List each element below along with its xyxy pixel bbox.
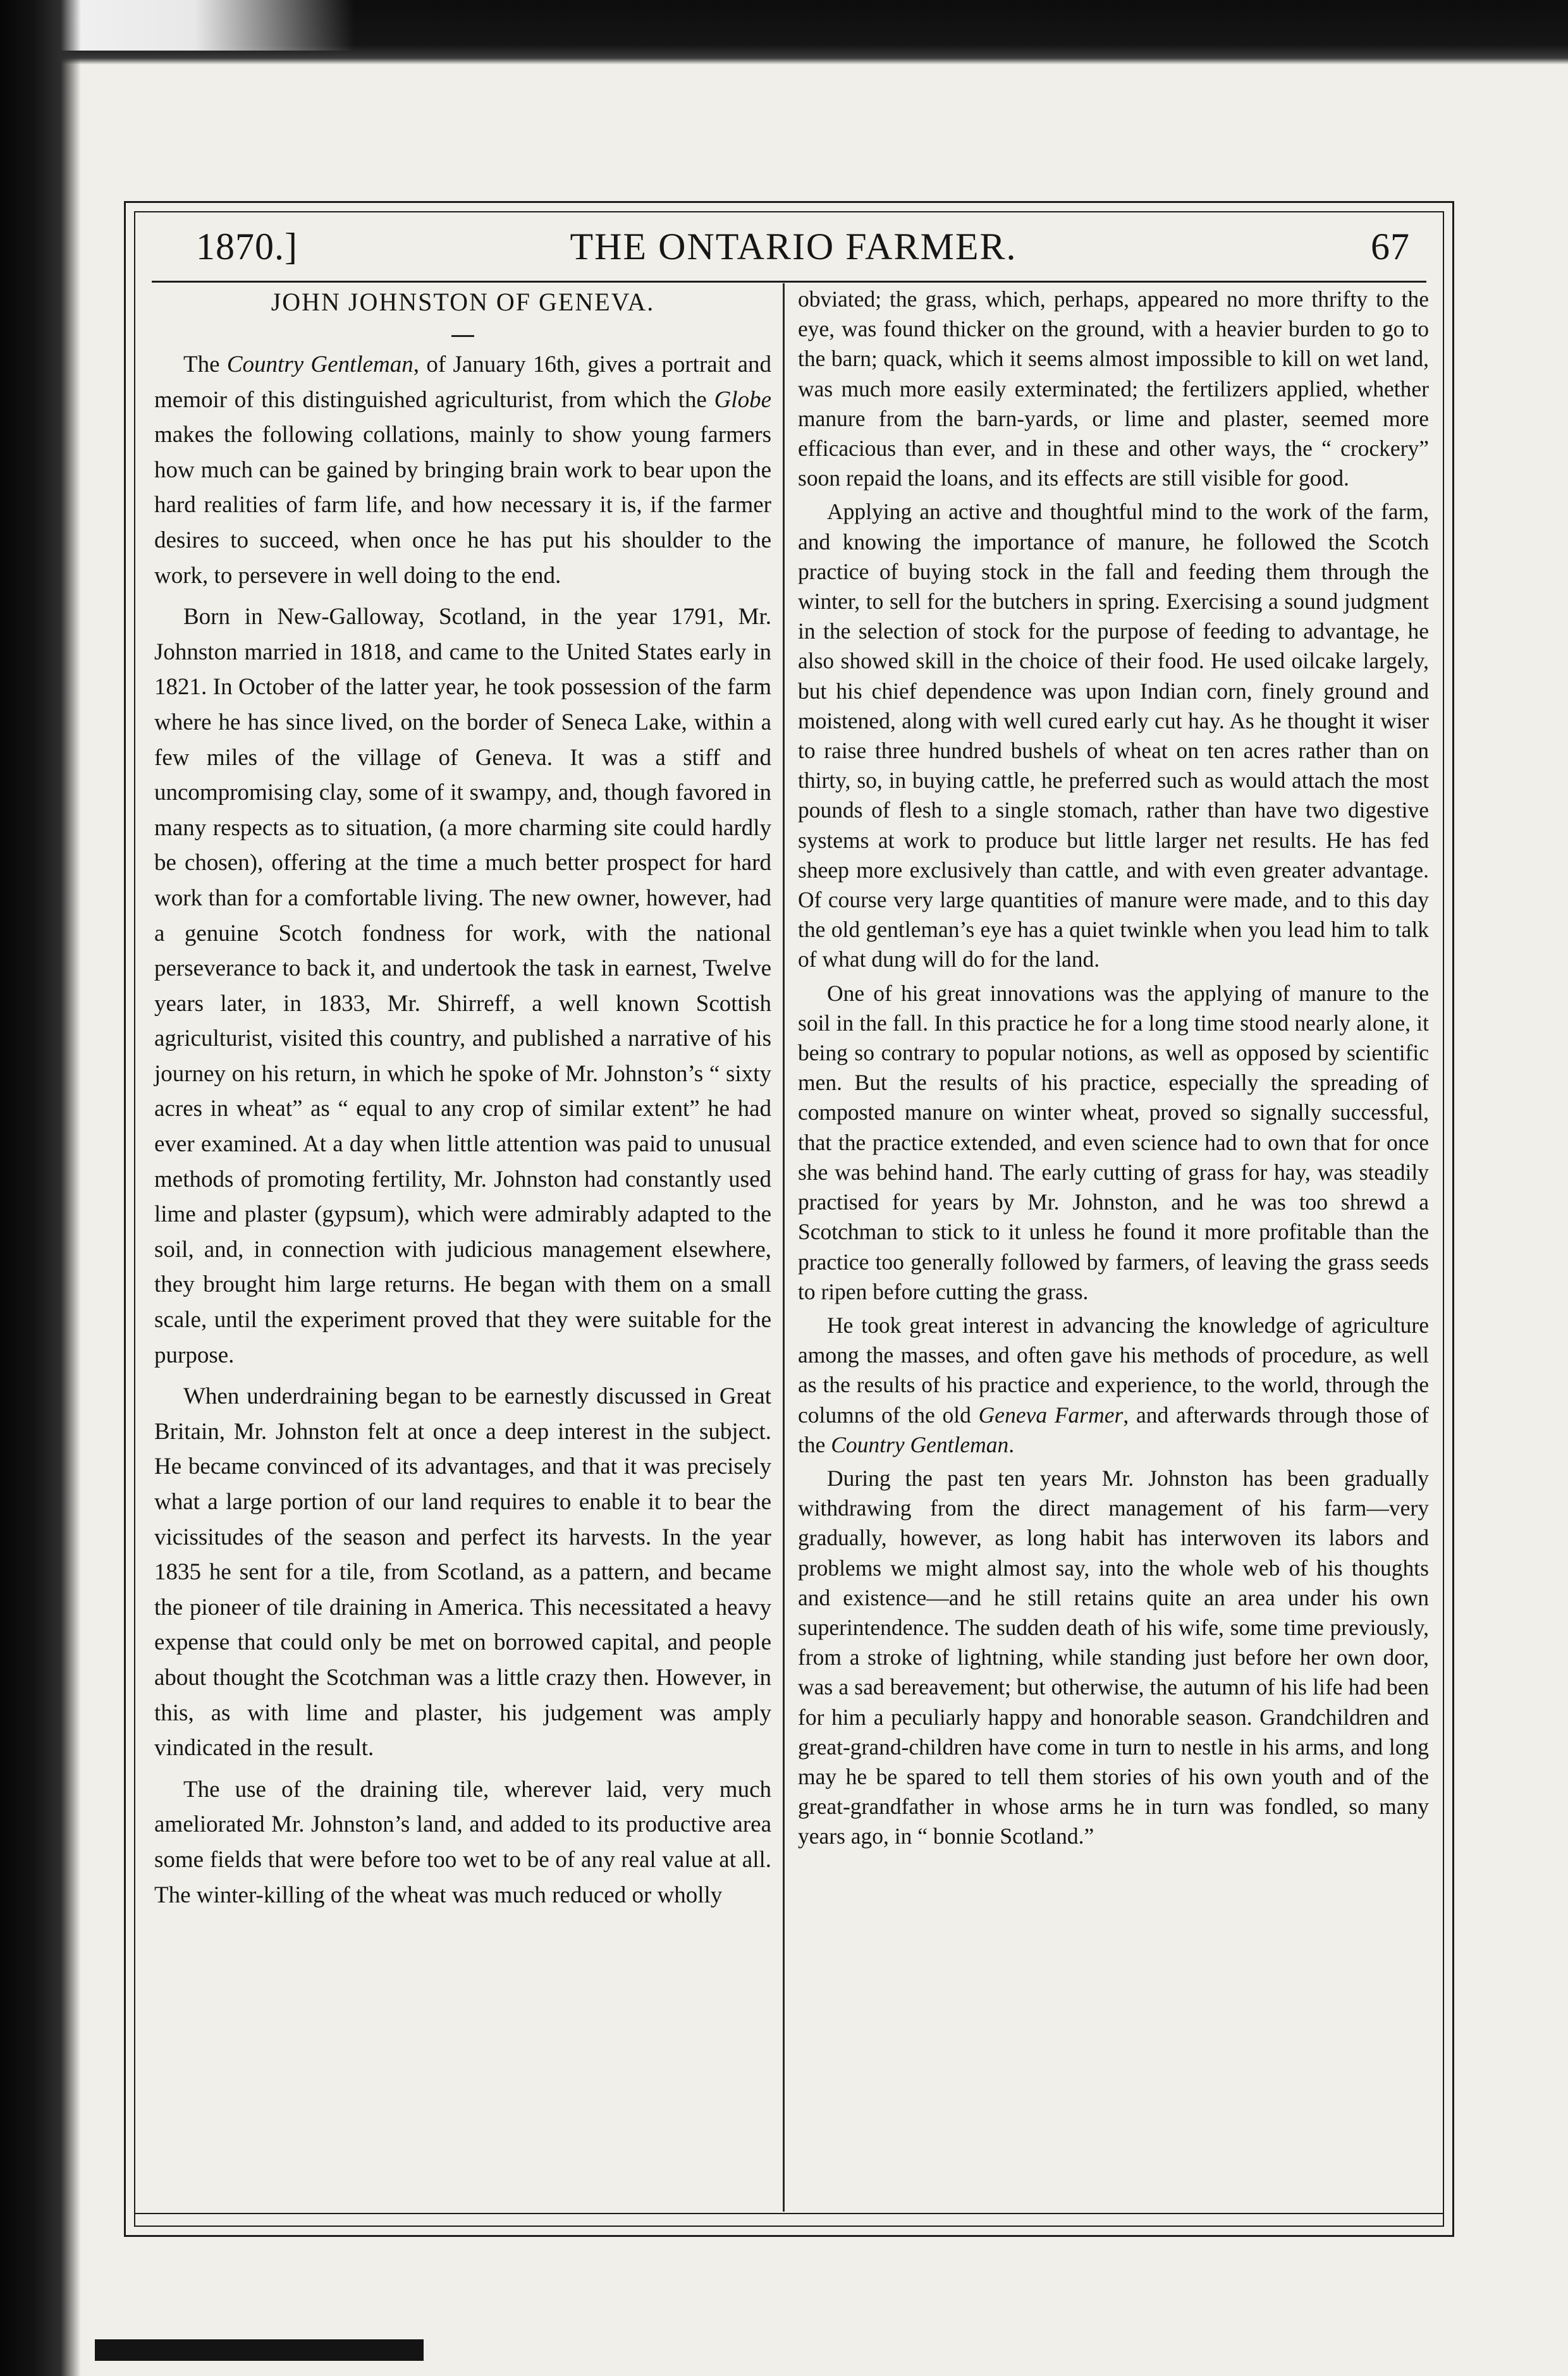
scan-edge-bottom xyxy=(95,2339,424,2361)
issue-year: 1870.] xyxy=(196,226,298,267)
running-head xyxy=(164,218,1423,275)
publication-name: Globe xyxy=(714,386,771,413)
paragraph: Born in New-Galloway, Scotland, in the year 1791, Mr. Johnston married in 1818, and came to the United States early in 1821. In October of the latter year, he took possession of the farm where he has since lived, on the border of Seneca Lake, within a few miles of the village of Geneva. It was a stiff and uncompromising clay, some of it swampy, and, though favored in many respects as to situation, (a more charming site could hardly be chosen), offering at the time a much better prospect for hard work than for a comfortable living. The new owner, however, had a genuine Scotch fondness for work, with the national perseverance to back it, and undertook the task in earnest, Twelve years later, in 1833, Mr. Shirreff, a well known Scottish agriculturist, visited this country, and published a narrative of his journey on his return, in which he spoke of Mr. Johnston’s “ sixty acres in wheat” as “ equal to any crop of similar extent” he had ever examined. At a day when little attention was paid to unusual methods of promoting fertility, Mr. Johnston had constantly used lime and plaster (gypsum), which were admirably adapted to the soil, and, in connection with judicious management elsewhere, they brought him large returns. He began with them on a small scale, until the experiment proved that they were suitable for the purpose. xyxy=(154,604,771,1368)
article-headline: JOHN JOHNSTON OF GENEVA. xyxy=(271,288,655,316)
publication-title: THE ONTARIO FARMER. xyxy=(570,226,1017,267)
text-run: , of January 16th, gives a portrait and memoir of this distinguished agriculturist, from which the xyxy=(154,352,771,413)
text-run: The xyxy=(183,352,227,377)
paragraph xyxy=(154,347,771,593)
paragraph: One of his great innovations was the applying of manure to the soil in the fall. In this practice he for a long time stood nearly alone, it being so contrary to popular notions, as well as opposed by scientific men. But the results of his practice, especially the spreading of composted manure on winter wheat, proved so signally successful, that the practice extended, and even science had to own that for once she was behind hand. The early cutting of grass for hay, was steadily practised for years by Mr. Johnston, and he was too shrewd a Scotchman to stick to it unless he found it more profitable than the practice too generally followed by farmers, of leaving the grass seeds to ripen before cutting the grass. xyxy=(798,980,1429,1304)
scan-edge-left xyxy=(0,0,81,2376)
page-number: 67 xyxy=(1371,226,1410,267)
paragraph: Applying an active and thoughtful mind to the work of the farm, and knowing the importance of manure, he followed the Scotch practice of buying stock in the fall and feeding them through the winter, to sell for the butchers in spring. Exercising a sound judgment in the selection of stock for the purpose of feeding to advantage, he also showed skill in the choice of their food. He used oilcake largely, but his chief dependence was upon Indian corn, finely ground and moistened, along with well cured early cut hay. As he thought it wiser to raise three hundred bushels of wheat on ten acres rather than on thirty, so, in buying cattle, he preferred such as would attach the most pounds of flesh to a single stomach, rather than have two digestive systems at work to produce but little larger net results. He has fed sheep more exclusively than cattle, and with even greater advantage. Of course very large quantities of manure were made, and to this day the old gentleman’s eye has a quiet twinkle when you lead him to talk of what dung will do for the land. xyxy=(798,499,1429,972)
paragraph: obviated; the grass, which, perhaps, appeared no more thrifty to the eye, was found thicker on the ground, with a heavier burden to go to the barn; quack, which it seems almost impossible to kill on wet land, was much more easily exterminated; the fertilizers applied, whether manure from the barn-yards, or lime and plaster, seemed more efficacious than ever, and in these and other ways, the “ crockery” soon repaid the loans, and its effects are still visible for good. xyxy=(798,286,1429,491)
headline-dash xyxy=(451,335,474,337)
text-run: , and afterwards through those of the xyxy=(798,1402,1430,1457)
text-run: makes the following collations, mainly to show young farmers how much can be gained by bringing brain work to bear upon the hard realities of farm life, and how necessary it is, if the farmer desires to succeed, when once he has put his shoulder to the work, to persevere in well doing to the end. xyxy=(154,422,771,589)
footer-rule xyxy=(134,2213,1444,2214)
text-run: He took great interest in advancing the knowledge of agriculture among the masses, and often gave his methods of procedure, as well as the results of his practice and experience, to the world, through the columns of the old xyxy=(798,1312,1429,1428)
column-divider xyxy=(783,283,785,2212)
text-run: . xyxy=(1008,1431,1015,1457)
publication-name: Country Gentleman xyxy=(831,1431,1009,1457)
publication-name: Country Gentleman xyxy=(226,352,413,377)
publication-name: Geneva Farmer xyxy=(978,1402,1124,1428)
paragraph: When underdraining began to be earnestly discussed in Great Britain, Mr. Johnston felt at once a deep interest in the subject. He became convinced of its advantages, and that it was precisely what a large portion of our land requires to enable it to bear the vicissitudes of the season and perfect its harvests. In the year 1835 he sent for a tile, from Scotland, as a pattern, and became the pioneer of tile draining in America. This necessitated a heavy expense that could only be met on borrowed capital, and people about thought the Scotchman was a little crazy then. However, in this, as with lime and plaster, his judgement was amply vindicated in the result. xyxy=(154,1383,771,1761)
paragraph xyxy=(798,1311,1429,1460)
header-rule xyxy=(152,281,1426,283)
paragraph: During the past ten years Mr. Johnston has been gradually withdrawing from the direct management of his farm—very gradually, however, as long habit has interwoven its labors and problems we might almost say, into the whole web of his thoughts and existence—and he still retains quite an area under his own superintendence. The sudden death of his wife, some time previously, from a stroke of lightning, while standing just before her own door, was a sad bereavement; but otherwise, the autumn of his life had been for him a peculiarly happy and honorable season. Grandchildren and great-grand-children have come in turn to nestle in his arms, and long may he be spared to tell them stories of his own youth and of the great-grandfather in whose arms he in turn was fondled, so many years ago, in “ bonnie Scotland.” xyxy=(798,1465,1429,1849)
left-column xyxy=(154,285,771,1913)
right-column xyxy=(798,285,1429,1852)
paragraph: The use of the draining tile, wherever laid, very much ameliorated Mr. Johnston’s land, and added to its productive area some fields that were before too wet to be of any real value at all. The winter-killing of the wheat was much reduced or wholly xyxy=(154,1776,771,1908)
